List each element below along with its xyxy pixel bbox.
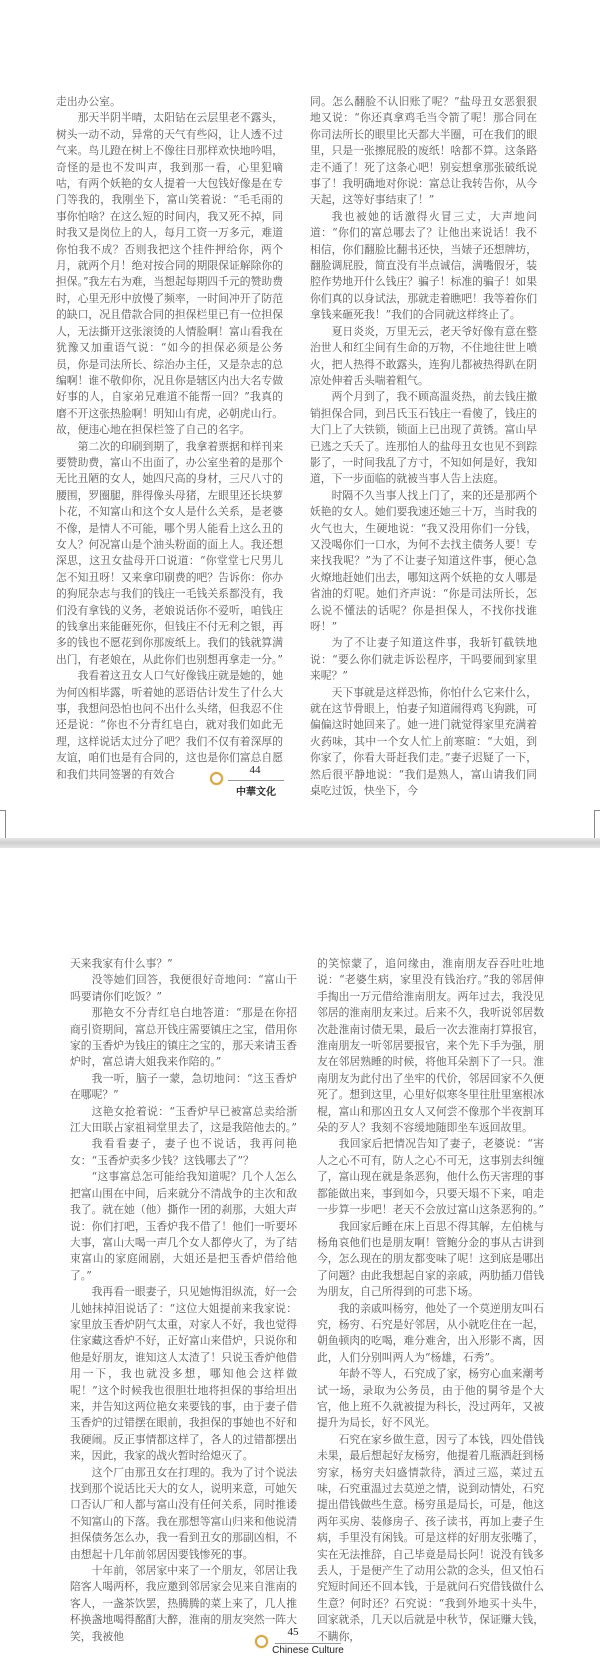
paragraph: 同。怎么翻脸不认旧账了呢？”盐母丑女恶狠狠地又说：“你还真拿鸡毛当令箭了呢！那合同在你司法所长的眼里比天都大半圈，可在我们的眼里，只是一张擦屁股的废纸！啥都不算。这条路走不通了！死了这条心吧！别妄想拿那张破纸说事了！我明确地对你说：富总让我转告你，从今天起，这等好事结束了！”	[310, 95, 537, 207]
paragraph: 石究在家乡做生意，因亏了本钱，四处借钱未果，最后想起好友杨穷，他提着几瓶酒赶到杨穷家，杨穷夫妇盛情款待，酒过三巡，菜过五味，石究重温过去莫逆之情，说到动情处，石究提出借钱做些生意。杨穷虽是局长，可是，他这两年买房、装修房子、孩子读书，再加上妻子生病，手里没有闲钱。可是这样的好朋友张嘴了，实在无法推辞，自己毕竟是局长阿！说没有钱多丢人，于是便产生了动用公款的念头，但又怕石究短时间还不回本钱，于是就问石究借钱做什么生意？何时还？石究说：“我到外地买十头牛，回家就杀，几天以后就是中秋节，保证赚大钱，不瞒你，	[317, 1432, 544, 1643]
paragraph: 我再看一眼妻子，只见她悔泪纵流，好一会儿她抹掉泪说话了：“这位大姐提前来我家说：家里放玉香炉阴气太重，对家人不好，我也觉得住家藏这香炉不好，正好富山来借炉，只说你和他是好朋友，谁知这人太渣了！只说玉香炉他借用一下，我也就没多想，哪知他会这样做呢！”这个时候我也很胆壮地将担保的事给坦出来，并告知这两位艳女来要钱的事，由于妻子借玉香炉的过错摆在眼前，我担保的事她也不好和我硬闹。反正事情都这样了，各人的过错都摆出来，因此，我家的战火暂时给熄灭了。	[70, 1285, 297, 1463]
page-45-right-column	[317, 956, 544, 1645]
page-44-left-column	[56, 94, 283, 783]
page-45-left-column	[70, 956, 297, 1645]
paragraph: 走出办公室。	[56, 95, 121, 108]
paragraph: 为了不让妻子知道这件事，我斩钉截铁地说：“要么你们就走诉讼程序，干吗要闹到家里来呢？”	[310, 636, 537, 683]
paragraph: 的笑惊蒙了，追问缘由，淮南朋友吞吞吐吐地说：“老婆生病，家里没有钱治疗。”我的邻居伸手掏出一万元借给淮南朋友。两年过去，我没见邻居的淮南朋友来过。后来不久，我听说邻居数次赴淮南讨债无果，最后一次去淮南打算报官，淮南朋友一听邻居要报官，来个先下手为强，朋友在邻居熟睡的时候，将他耳朵割下了一只。淮南朋友为此付出了坐牢的代价，邻居回家不久便死了。想到这里，心里好似寒冬里往肚里塞根冰棍，富山和那凶丑女人又何尝不像那个半夜割耳朵的歹人？我刻不容缓地随即坐车返回故里。	[317, 957, 544, 1135]
paragraph: 两个月到了，我不顾高温炎热，前去钱庄撤销担保合同，到吕氏玉石钱庄一看傻了，钱庄的大门上了大铁锁，锁面上已出现了黄锈。富山早已逃之夭夭了。连那怕人的盐母丑女也见不到踪影了，一时间我乱了方寸，不知如何是好，我知道，下一步面临的就被当事人告上法庭。	[310, 390, 537, 486]
paragraph: 这艳女抢着说：“玉香炉早已被富总卖给浙江大田联占家祖祠堂里去了，这是我陪他去的。”	[70, 1104, 297, 1135]
paragraph: 年龄不等人，石究成了家，杨穷心血来潮考试一场，录取为公务员，由于他的舅爷是个大官，他上班不久就被提为科长，没过两年，又被提升为局长，好不风光。	[317, 1367, 544, 1430]
paragraph: 我回家后睡在床上百思不得其解，左伯桃与杨角哀他们也是朋友啊！管鲍分金的事从古讲到今，怎么现在的朋友都变味了呢！这到底是哪出了问题？由此我想起自家的亲戚，两肋插刀借钱为朋友，自己所得到的可悲下场。	[317, 1219, 544, 1299]
paragraph: 我看着这丑女人口气好像钱庄就是她的，她为何凶相毕露，听着她的恶语估计发生了什么大事，我想问恐怕也问不出什么头绪，但我忍不住还是说：“你也不分青红皂白，就对我们如此无理，这样说话太过分了吧？我们不仅有着深厚的友谊，咱们也是有合同的，这也是你们富总自愿和我们共同签署的有效合	[56, 669, 283, 781]
paragraph: “这事富总怎可能给我知道呢？几个人怎么把富山围在中间，后来就分不清战争的主次和敌我了。就在她（他）撕作一团的刹那，大姐大声说：你们打吧，玉香炉我不借了！他们一听要坏大事，富山大喝一声几个女人都停火了，为了结束富山的家庭闹剧，大姐还是把玉香炉借给他了。”	[70, 1170, 297, 1282]
magazine-title: Chinese Culture	[272, 1645, 344, 1656]
paragraph: 没等她们回答，我便很好奇地问：“富山干吗要请你们吃饭？”	[70, 973, 297, 1003]
page-divider	[0, 838, 600, 848]
paragraph: 夏日炎炎，万里无云，老天爷好像有意在整治世人和红尘间有生命的万物，不住地往世上喷火，把人热得不敢露头，连狗儿都被热得趴在阴凉处伸着舌头喘着粗气。	[310, 324, 537, 387]
paragraph: 那艳女不分青红皂白地答道：“那是在你招商引资期间，富总开钱庄需要镇庄之宝，借用你家的玉香炉为钱庄的镇庄之宝的，那天来请玉香炉时，富总请大姐我来作陪的。”	[70, 1006, 297, 1069]
page-number: 44	[249, 764, 261, 776]
crop-mark-right	[594, 810, 600, 841]
crop-mark-left	[0, 810, 6, 841]
page-number: 45	[287, 1626, 299, 1638]
paragraph: 十年前，邻居家中来了一个朋友，邻居让我陪客人喝两杯，我应邀到邻居家会见来自淮南的客人，一盏茶饮罢，热腾腾的菜上来了，几人推杯换盏地喝得酩酊大醉，淮南的朋友突然一阵大笑，我被他	[70, 1564, 297, 1643]
page-44-footer	[0, 760, 600, 800]
paragraph: 这个厂由那丑女在打理的。我为了讨个说法找到那个说话比天大的女人，说明来意，可她矢口否认厂和人都与富山没有任何关系，同时推诿不知富山的下落。我在那想等富山归来和他说清担保债务怎么办，我一看到丑女的那副凶相，不由想起十几年前邻居因要钱惨死的事。	[70, 1465, 297, 1561]
footer-rule	[275, 1643, 341, 1644]
paragraph: 第二次的印刷到期了，我拿着票据和样刊来要赞助费，富山不出面了，办公室坐着的是那个无比丑陋的女人，她四尺高的身材，三尺八寸的腰围，罗圈腿，胖得像头母猪，左眼里还长块萝卜花，不知富山和这个女人是什么关系，是老婆不像，是情人不可能，哪个男人能看上这么丑的女人？何况富山是个油头粉面的面上人。我还想深思，这丑女盐母开口说道：“你堂堂七尺男儿怎不知丑呀！又来拿印刷费的吧？告诉你：你办的狗屁杂志与我们的钱庄一毛钱关系都没有，我们没有拿钱的义务，老娘说话你不爱听，咱钱庄的钱拿出来能砸死你，但钱庄不付无利之银，再多的钱也不愿花到你那废纸上。我们的钱就算满出门，有老娘在，从此你们也别想再拿走一分。”	[56, 439, 283, 666]
page-45-footer	[0, 1623, 600, 1663]
footer-rule	[228, 780, 284, 781]
paragraph: 我的亲戚叫杨穷，他处了一个莫逆朋友叫石究，杨穷、石究是好邻居，从小就吃住在一起，朝鱼顿肉的吃喝，难分难舍，出入形影不离，因此，人们分别叫两人为“杨雄，石秀”。	[317, 1301, 544, 1364]
paragraph: 我看看妻子，妻子也不说话，我再问艳女：“玉香炉卖多少钱？这钱哪去了”？	[70, 1137, 297, 1167]
paragraph: 我回家后把情况告知了妻子，老婆说：“害人之心不可有，防人之心不可无，这事别去纠缠了，富山现在就是条恶狗，他什么伤天害理的事都能做出来，事到如今，只要天塌不下来，咱走一步算一步吧！老天不会放过富山这条恶狗的。”	[317, 1137, 544, 1217]
paragraph: 那天半阴半晴，太阳钻在云层里老不露头，树头一动不动，异常的天气有些闷，让人透不过气来。鸟儿蹬在树上不像往日那样欢快地吟唱，奇怪的是也不发叫声，我到那一看，心里犯嘀咕，有两个妖艳的女人提着一大包钱好像是在专门等我的，我刚坐下，富山笑着说：“毛毛雨的事你怕啥？在这么短的时间内，我又死不掉，同时我又是岗位上的人，每月工资一万多元，难道你怕我不成？否则我把这个挂件押给你，两个月，就两个月！绝对按合同的期限保证解除你的担保。”我左右为难，当想起每期四千元的赞助费时，心里无形中放慢了频率，一时间冲开了防范的缺口，况且借款合同的担保栏里已有一位担保人，无法撕开这张滚烫的人情脸啊！富山看我在犹豫又加重语气说：“如今的担保必须是公务员，你是司法所长、综治办主任，又是杂志的总编啊！谁不敬仰你，况且你是辖区内出大名专做好事的人，自家弟兄难道不能帮一回？”我真的磨不开这张热脸啊！明知山有虎，必朝虎山行。故，便违心地在担保栏签了自己的名字。	[56, 111, 283, 437]
paragraph: 我也被她的话激得火冒三丈，大声地问道：“你们的富总哪去了？让他出来说话！我不相信，你们翻脸比翻书还快，当婊子还想牌坊，翻脸调屁股，简直没有半点诚信，满嘴假牙，装腔作势地开什么钱庄？骗子！标准的骗子！如果你们真的以身试法，那就走着瞧吧！我等着你们拿钱来砸死我！”我们的合同就这样终止了。	[310, 209, 537, 322]
paragraph: 时隔不久当事人找上门了，来的还是那两个妖艳的女人。她们要我速还她三十万，当时我的火气也大，生硬地说：“我又没用你们一分钱，又没喝你们一口水，为何不去找主债务人要！专来找我呢？”为了不让妻子知道这件事，便心急火燎地赶她们出去，哪知这两个妖艳的女人哪是省油的灯呢。她们齐声说：“你是司法所长，怎么说不懂法的话呢？你是担保人，不找你找谁呀！”	[310, 488, 537, 633]
page-44-right-column	[310, 94, 537, 799]
magazine-title: 中華文化	[236, 787, 276, 798]
paragraph: 我一听，脑子一蒙，急切地问：“这玉香炉在哪呢？”	[70, 1071, 297, 1102]
paragraph: 天来我家有什么事？”	[70, 957, 173, 970]
gold-ring-icon	[210, 772, 223, 785]
paragraph: 天下事就是这样恐怖，你怕什么它来什么，就在这节骨眼上，怕妻子知道闹得鸡飞狗跳，可偏偏这时她回来了。她一进门就觉得家里充满着火药味，其中一个女人忙上前寒暄：“大姐，到你家了，你看大哥赶我们走。”妻子迟疑了一下，然后很平静地说：“我们是熟人，富山请我们同桌吃过饭，快坐下，今	[310, 685, 537, 798]
